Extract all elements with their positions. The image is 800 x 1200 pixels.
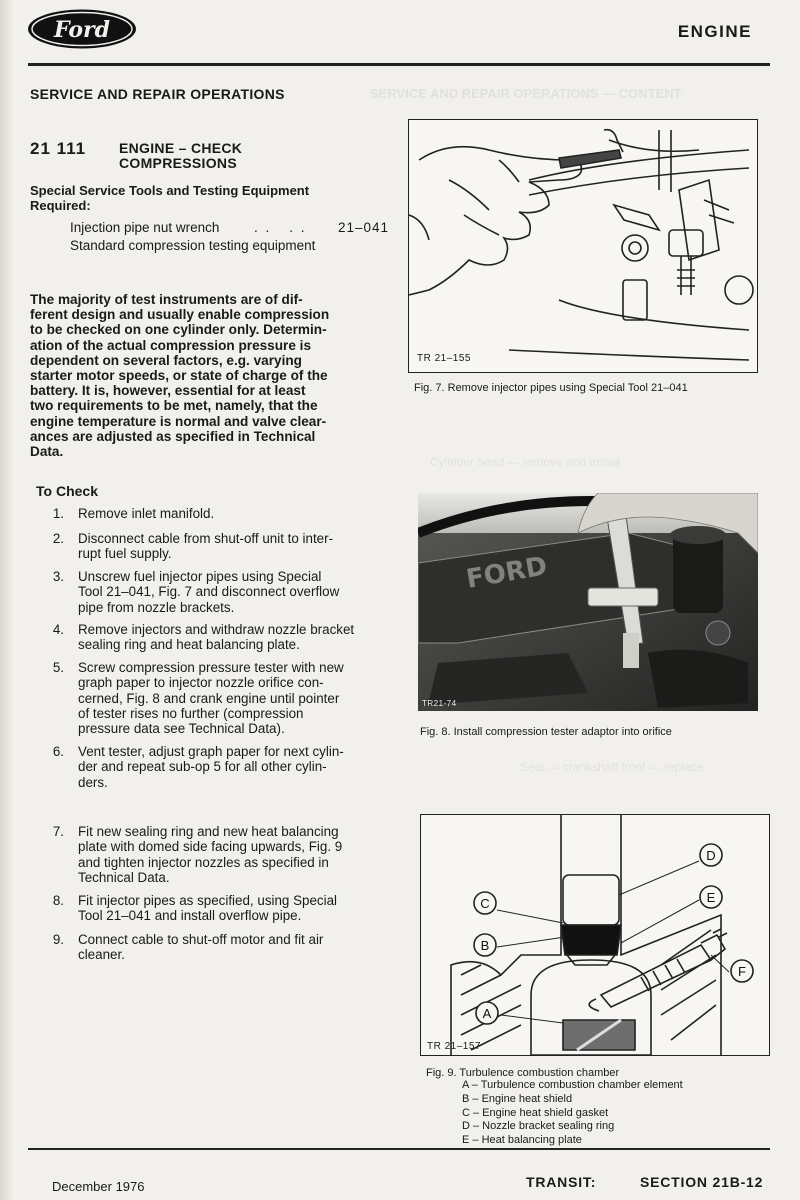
- step-line: Fit new sealing ring and new heat balancing: [78, 824, 339, 839]
- step-number: 2.: [52, 531, 64, 546]
- intro-line: starter motor speeds, or state of charge of the: [30, 368, 328, 384]
- tool-item-name: Standard compression testing equipment: [70, 238, 316, 253]
- figure-caption: Fig. 8. Install compression tester adaptor into orifice: [420, 726, 672, 738]
- intro-line: battery. It is, however, essential for at least: [30, 383, 306, 399]
- intro-line: ation of the actual compression pressure is: [30, 337, 312, 353]
- callout-label-a: A: [482, 1006, 492, 1021]
- step-line: pressure data see Technical Data).: [78, 721, 285, 737]
- svg-text:FORD: FORD: [464, 551, 550, 595]
- step-line: rupt fuel supply.: [78, 546, 172, 562]
- step-line: cerned, Fig. 8 and crank engine until pointer: [78, 690, 340, 706]
- step-line: sealing ring and heat balancing plate.: [78, 637, 300, 653]
- fig7-illustration: [409, 120, 757, 372]
- legend-item: E – Heat balancing plate: [462, 1134, 582, 1147]
- figure-legend: [462, 1079, 683, 1148]
- step-line: Disconnect cable from shut-off unit to inter-: [78, 531, 334, 546]
- step-line: ders.: [78, 774, 108, 790]
- step-line: Vent tester, adjust graph paper for next cylin-: [78, 744, 344, 759]
- footer-date: December 1976: [52, 1179, 145, 1194]
- figure-9: [420, 814, 770, 1056]
- step-text: [78, 893, 384, 924]
- footer-section: SECTION 21B-12: [640, 1174, 764, 1190]
- step-number: 3.: [52, 569, 64, 584]
- step-number: 1.: [52, 506, 64, 521]
- intro-line: two requirements to be met, namely, that the: [30, 398, 318, 414]
- step-number: 8.: [52, 893, 64, 908]
- step-line: Remove inlet manifold.: [78, 506, 215, 521]
- step-text: [78, 506, 384, 521]
- step-line: plate with domed side facing upwards, Fig. 9: [78, 839, 343, 855]
- tool-item-leader: [254, 220, 307, 235]
- step-line: cleaner.: [78, 947, 125, 963]
- tool-item-name: Injection pipe nut wrench: [70, 220, 220, 235]
- legend-item: D – Nozzle bracket sealing ring: [462, 1120, 615, 1133]
- to-check-heading: To Check: [36, 483, 98, 499]
- step-line: Unscrew fuel injector pipes using Special: [78, 569, 322, 584]
- step-line: pipe from nozzle brackets.: [78, 599, 235, 615]
- step-number: 7.: [52, 824, 64, 839]
- figure-8: [418, 493, 758, 711]
- step-line: graph paper to injector nozzle orifice con-: [78, 675, 324, 691]
- step-line: Technical Data.: [78, 869, 170, 885]
- step-line: of tester rises no further (compression: [78, 705, 304, 721]
- callout-label-b: B: [480, 938, 490, 953]
- callout-label-f: F: [738, 964, 746, 979]
- intro-line: engine temperature is normal and valve clear-: [30, 413, 327, 429]
- fig8-photo: [418, 493, 758, 711]
- intro-line: dependent on several factors, e.g. varying: [30, 352, 302, 368]
- show-through-text: Seal — crankshaft front — replace: [520, 760, 704, 774]
- figure-7: [408, 119, 758, 373]
- tool-leader-dots: . .: [289, 220, 307, 235]
- step-line: Tool 21–041, Fig. 7 and disconnect overflow: [78, 584, 340, 600]
- footer-model: TRANSIT:: [526, 1174, 597, 1190]
- figure-caption: Fig. 9. Turbulence combustion chamber: [426, 1067, 620, 1079]
- operation-title: [119, 141, 319, 171]
- step-text: [78, 744, 384, 790]
- step-text: [78, 824, 384, 885]
- step-line: Tool 21–041 and install overflow pipe.: [78, 908, 302, 924]
- section-header: ENGINE: [677, 22, 752, 41]
- intro-line: to be checked on one cylinder only. Determin-: [30, 322, 327, 338]
- step-text: [78, 932, 384, 963]
- intro-line: Data.: [30, 444, 64, 460]
- intro-line: ferent design and usually enable compression: [30, 307, 330, 323]
- tools-heading-line: Special Service Tools and Testing Equipment: [30, 183, 310, 198]
- step-number: 9.: [52, 932, 64, 947]
- header-divider: [28, 63, 770, 66]
- callout-label-e: E: [706, 890, 716, 905]
- figure-reference: TR21-74: [422, 699, 457, 708]
- step-text: [78, 531, 384, 562]
- tools-heading-line: Required:: [30, 197, 91, 213]
- ford-logo-text: Ford: [53, 17, 111, 43]
- step-text: [78, 622, 384, 653]
- show-through-text: SERVICE AND REPAIR OPERATIONS — CONTENT: [370, 86, 682, 101]
- footer-divider: [28, 1148, 770, 1150]
- intro-line: The majority of test instruments are of dif-: [30, 292, 303, 307]
- operation-title-line: ENGINE – CHECK: [119, 140, 243, 156]
- callout-label-c: C: [480, 896, 490, 911]
- step-line: Remove injectors and withdraw nozzle bracket: [78, 622, 355, 637]
- step-number: 4.: [52, 622, 64, 637]
- intro-line: ances are adjusted as specified in Technical: [30, 428, 316, 444]
- tool-item-number: 21–041: [338, 220, 390, 235]
- figure-reference: TR 21–155: [417, 353, 471, 364]
- intro-paragraph: [30, 292, 382, 459]
- page-title: SERVICE AND REPAIR OPERATIONS: [30, 86, 285, 102]
- step-line: der and repeat sub-op 5 for all other cylin-: [78, 759, 327, 775]
- legend-item: A – Turbulence combustion chamber element: [462, 1079, 683, 1091]
- legend-item: C – Engine heat shield gasket: [462, 1106, 609, 1119]
- step-number: 6.: [52, 744, 64, 759]
- step-text: [78, 660, 384, 736]
- step-text: [78, 569, 384, 615]
- step-line: Screw compression pressure tester with new: [78, 660, 344, 675]
- legend-item: B – Engine heat shield: [462, 1092, 573, 1105]
- step-line: and tighten injector nozzles as specified in: [78, 854, 329, 870]
- tools-heading: [30, 184, 380, 213]
- operation-title-line: COMPRESSIONS: [119, 155, 237, 171]
- fig9-illustration: [421, 815, 769, 1055]
- callout-label-d: D: [706, 848, 716, 863]
- operation-number: 21 111: [30, 139, 87, 158]
- figure-caption: Fig. 7. Remove injector pipes using Special Tool 21–041: [414, 382, 688, 394]
- step-line: Connect cable to shut-off motor and fit air: [78, 932, 324, 947]
- show-through-text: Cylinder head — remove and install: [430, 455, 621, 469]
- ford-logo: [26, 8, 138, 50]
- step-line: Fit injector pipes as specified, using Special: [78, 893, 338, 908]
- figure-reference: TR 21–157: [427, 1041, 481, 1052]
- tool-leader-dots: . .: [254, 220, 272, 235]
- step-number: 5.: [52, 660, 64, 675]
